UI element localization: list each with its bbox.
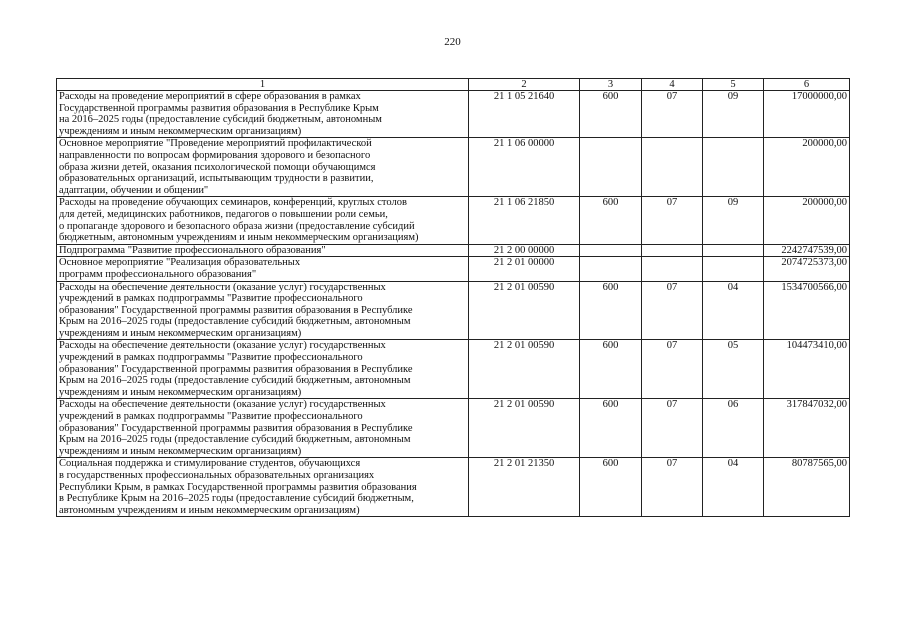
row-subsection-cell	[703, 244, 764, 257]
table-row	[57, 399, 850, 458]
row-name-cell: Социальная поддержка и стимулирование студентов, обучающихся в государственных профессиональных образовательных организациях Республики Крым, в рамках Государственной программы развития образования в Республике Крым на 2016–2025 годы (предоставление субсидий бюджетным, автономным учреждениям и иным некоммерческим организациям)	[57, 458, 469, 517]
row-section-cell: 07	[642, 399, 703, 458]
row-section-cell: 07	[642, 281, 703, 340]
row-target-code-cell: 21 2 01 00000	[469, 257, 580, 281]
row-amount-cell: 200000,00	[764, 197, 850, 244]
row-amount-cell: 17000000,00	[764, 91, 850, 138]
row-subsection-cell: 05	[703, 340, 764, 399]
row-name-cell: Основное мероприятие "Реализация образовательных программ профессионального образования"	[57, 257, 469, 281]
row-expense-type-cell: 600	[580, 399, 642, 458]
row-section-cell: 07	[642, 340, 703, 399]
row-section-cell	[642, 257, 703, 281]
row-target-code-cell: 21 1 06 21850	[469, 197, 580, 244]
row-name-cell: Расходы на обеспечение деятельности (оказание услуг) государственных учреждений в рамках подпрограммы "Развитие профессионального образования" Государственной программы развития образования в Республике Крым на 2016–2025 годы (предоставление субсидий бюджетным, автономным учреждениям и иным некоммерческим организациям)	[57, 340, 469, 399]
row-expense-type-cell	[580, 138, 642, 197]
row-target-code-cell: 21 2 01 00590	[469, 340, 580, 399]
page-number: 220	[444, 36, 461, 48]
table-row	[57, 197, 850, 244]
table-row	[57, 91, 850, 138]
table-row	[57, 281, 850, 340]
table-row	[57, 458, 850, 517]
row-expense-type-cell: 600	[580, 281, 642, 340]
table-row	[57, 138, 850, 197]
table-body	[57, 91, 850, 517]
row-name-cell: Расходы на проведение обучающих семинаров, конференций, круглых столов для детей, медицинских работников, педагогов о повышении роли семьи, о пропаганде здорового и безопасного образа жизни (предоставление субсидий бюджетным, автономным учреждениям и иным некоммерческим организациям)	[57, 197, 469, 244]
row-subsection-cell: 09	[703, 91, 764, 138]
row-expense-type-cell: 600	[580, 340, 642, 399]
column-number-5: 5	[703, 79, 764, 91]
row-subsection-cell	[703, 138, 764, 197]
row-target-code-cell: 21 2 01 21350	[469, 458, 580, 517]
row-section-cell	[642, 244, 703, 257]
row-name-cell: Расходы на обеспечение деятельности (оказание услуг) государственных учреждений в рамках подпрограммы "Развитие профессионального образования" Государственной программы развития образования в Республике Крым на 2016–2025 годы (предоставление субсидий бюджетным, автономным учреждениям и иным некоммерческим организациям)	[57, 281, 469, 340]
column-number-2: 2	[469, 79, 580, 91]
table-row	[57, 244, 850, 257]
column-number-3: 3	[580, 79, 642, 91]
table-row	[57, 257, 850, 281]
row-target-code-cell: 21 1 06 00000	[469, 138, 580, 197]
budget-table	[56, 78, 850, 517]
column-number-1: 1	[57, 79, 469, 91]
row-amount-cell: 104473410,00	[764, 340, 850, 399]
row-expense-type-cell: 600	[580, 458, 642, 517]
row-expense-type-cell: 600	[580, 91, 642, 138]
row-expense-type-cell	[580, 244, 642, 257]
row-section-cell: 07	[642, 197, 703, 244]
table-row	[57, 340, 850, 399]
row-subsection-cell: 04	[703, 281, 764, 340]
row-amount-cell: 200000,00	[764, 138, 850, 197]
row-expense-type-cell: 600	[580, 197, 642, 244]
row-target-code-cell: 21 2 01 00590	[469, 399, 580, 458]
row-name-cell: Расходы на проведение мероприятий в сфере образования в рамках Государственной программы развития образования в Республике Крым на 2016–2025 годы (предоставление субсидий бюджетным, автономным учреждениям и иным некоммерческим организациям)	[57, 91, 469, 138]
row-expense-type-cell	[580, 257, 642, 281]
row-name-cell: Подпрограмма "Развитие профессионального образования"	[57, 244, 469, 257]
row-target-code-cell: 21 2 00 00000	[469, 244, 580, 257]
row-section-cell: 07	[642, 91, 703, 138]
row-amount-cell: 317847032,00	[764, 399, 850, 458]
column-number-6: 6	[764, 79, 850, 91]
row-subsection-cell	[703, 257, 764, 281]
row-amount-cell: 1534700566,00	[764, 281, 850, 340]
column-number-4: 4	[642, 79, 703, 91]
column-number-row	[57, 79, 850, 91]
row-subsection-cell: 04	[703, 458, 764, 517]
row-subsection-cell: 06	[703, 399, 764, 458]
row-amount-cell: 80787565,00	[764, 458, 850, 517]
row-section-cell: 07	[642, 458, 703, 517]
row-section-cell	[642, 138, 703, 197]
row-subsection-cell: 09	[703, 197, 764, 244]
row-name-cell: Основное мероприятие "Проведение мероприятий профилактической направленности по вопросам формирования здорового и безопасного образа жизни детей, оказания психологической помощи обучающимся образовательных организаций, испытывающим трудности в развитии, адаптации, обучении и общении"	[57, 138, 469, 197]
row-name-cell: Расходы на обеспечение деятельности (оказание услуг) государственных учреждений в рамках подпрограммы "Развитие профессионального образования" Государственной программы развития образования в Республике Крым на 2016–2025 годы (предоставление субсидий бюджетным, автономным учреждениям и иным некоммерческим организациям)	[57, 399, 469, 458]
row-target-code-cell: 21 2 01 00590	[469, 281, 580, 340]
row-amount-cell: 2074725373,00	[764, 257, 850, 281]
row-amount-cell: 2242747539,00	[764, 244, 850, 257]
row-target-code-cell: 21 1 05 21640	[469, 91, 580, 138]
